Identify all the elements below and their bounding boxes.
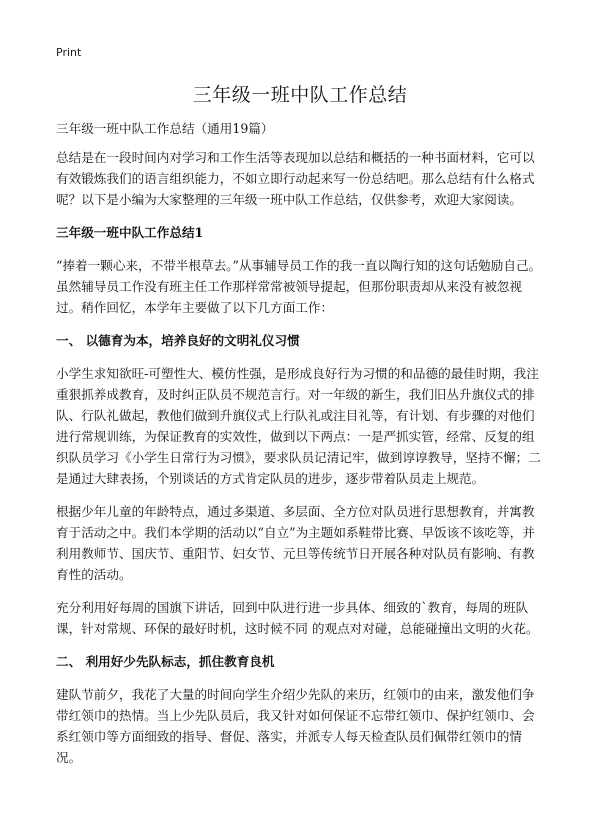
article-subtitle: 三年级一班中队工作总结（通用19篇） bbox=[56, 121, 274, 136]
section-heading-1: 三年级一班中队工作总结1 bbox=[56, 225, 204, 240]
subsection-heading-badge: 二、 利用好少先队标志，抓住教育良机 bbox=[56, 654, 275, 669]
page-title: 三年级一班中队工作总结 bbox=[192, 84, 408, 106]
body-paragraph-1: “捧着一颗心来，不带半根草去。”从事辅导员工作的我一直以陶行知的这句话勉励自己。虽然辅导员工作没有班主任工作那样常常被领导提起，但那份职责却从来没有被忽视过。稍作回忆，本学年主要做了以下几方面工作： bbox=[56, 258, 542, 315]
body-paragraph-3: 根据少年儿童的年龄特点，通过多渠道、多层面、全方位对队员进行思想教育，并寓教育于活动之中。我们本学期的活动以“自立”为主题如系鞋带比赛、早饭该不该吃等，并利用教师节、国庆节、重阳节、妇女节、元旦等传统节日开展各种对队员有影响、有教育性的活动。 bbox=[56, 504, 535, 582]
body-paragraph-4: 充分利用好每周的国旗下讲话，回到中队进行进一步具体、细致的`教育，每周的班队课，针对常规、环保的最好时机，这时候不同 的观点对对碰，总能碰撞出文明的火花。 bbox=[56, 600, 539, 636]
print-link[interactable]: Print bbox=[56, 46, 82, 59]
body-paragraph-2: 小学生求知欲旺-可塑性大、模仿性强，是形成良好行为习惯的和品德的最佳时期，我注重狠抓养成教育，及时纠正队员不规范言行。对一年级的新生，我们旧丛升旗仪式的排队、行队礼做起，教他们做到升旗仪式上行队礼或注目礼等，有计划、有步骤的对他们进行常规训练，为保证教育的实效性，做到以下两点：一是严抓实管，经常、反复的组织队员学习《小学生日常行为习惯》，要求队员记清记牢，做到谆谆教导，坚持不懈；二是通过大肆表扬，个别谈话的方式肯定队员的进步，逐步带着队员走上规范。 bbox=[56, 366, 541, 486]
subsection-heading-moral: 一、 以德育为本，培养良好的文明礼仪习惯 bbox=[56, 333, 300, 348]
article-body bbox=[56, 118, 546, 780]
intro-paragraph: 总结是在一段时间内对学习和工作生活等表现加以总结和概括的一种书面材料，它可以有效锻炼我们的语言组织能力，不如立即行动起来写一份总结吧。那么总结有什么格式呢？以下是小编为大家整理的三年级一班中队工作总结，仅供参考，欢迎大家阅读。 bbox=[56, 150, 535, 207]
body-paragraph-5: 建队节前夕，我花了大量的时间向学生介绍少先队的来历，红领巾的由来，激发他们争带红领巾的热情。当上少先队员后，我又针对如何保证不忘带红领巾、保护红领巾、会系红领巾等方面细致的指导、督促、落实，并派专人每天检查队员们佩带红领巾的情况。 bbox=[56, 687, 535, 765]
